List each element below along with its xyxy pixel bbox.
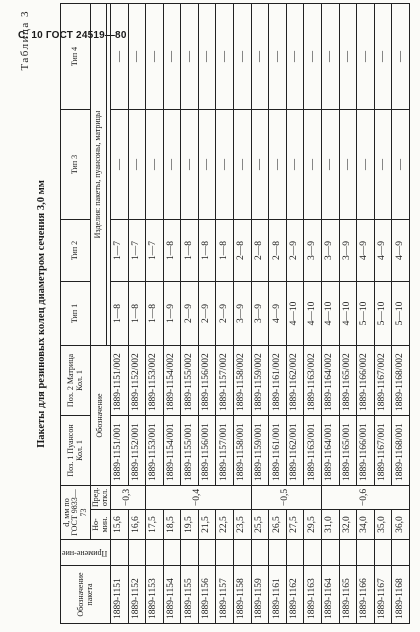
row-die: 1889-1158/002 <box>234 346 252 416</box>
row-type2: 1—8 <box>198 220 216 282</box>
row-punch: 1889-1155/001 <box>181 416 199 486</box>
row-type2: 1—7 <box>111 220 129 282</box>
row-d-nominal: 26,5 <box>269 510 287 540</box>
row-type3: — <box>286 110 304 220</box>
row-designation: 1889-1159 <box>251 566 269 624</box>
row-d-nominal: 16,6 <box>128 510 146 540</box>
row-type4: — <box>321 4 339 110</box>
row-designation: 1889-1161 <box>269 566 287 624</box>
row-type1: 4—10 <box>321 282 339 346</box>
table-row <box>321 4 339 624</box>
table-row <box>128 4 146 624</box>
row-punch: 1889-1163/001 <box>304 416 322 486</box>
row-punch: 1889-1153/001 <box>146 416 164 486</box>
row-type4: — <box>286 4 304 110</box>
row-type4: — <box>146 4 164 110</box>
row-punch: 1889-1167/001 <box>374 416 392 486</box>
row-d-nominal: 22,5 <box>216 510 234 540</box>
row-type2: 1—7 <box>128 220 146 282</box>
row-type1: 5—10 <box>374 282 392 346</box>
row-type3: — <box>216 110 234 220</box>
row-type4: — <box>269 4 287 110</box>
row-d-nominal: 21,5 <box>198 510 216 540</box>
row-usage <box>286 540 304 566</box>
row-type3: — <box>304 110 322 220</box>
row-punch: 1889-1165/001 <box>339 416 357 486</box>
row-d-nominal: 35,0 <box>374 510 392 540</box>
row-type4: — <box>111 4 129 110</box>
row-designation: 1889-1151 <box>111 566 129 624</box>
row-type3: — <box>374 110 392 220</box>
row-type3: — <box>339 110 357 220</box>
row-type2: 3—9 <box>321 220 339 282</box>
row-die: 1889-1159/002 <box>251 346 269 416</box>
row-usage <box>321 540 339 566</box>
page-header: С. 10 ГОСТ 24519—80 <box>18 30 127 41</box>
table-row <box>339 4 357 624</box>
row-designation: 1889-1162 <box>286 566 304 624</box>
row-die: 1889-1161/002 <box>269 346 287 416</box>
row-type2: 4—9 <box>392 220 410 282</box>
row-type1: 2—9 <box>181 282 199 346</box>
row-punch: 1889-1157/001 <box>216 416 234 486</box>
row-type4: — <box>128 4 146 110</box>
row-type3: — <box>234 110 252 220</box>
row-die: 1889-1154/002 <box>163 346 181 416</box>
row-punch: 1889-1158/001 <box>234 416 252 486</box>
row-designation: 1889-1157 <box>216 566 234 624</box>
row-punch: 1889-1154/001 <box>163 416 181 486</box>
row-type4: — <box>304 4 322 110</box>
row-designation: 1889-1152 <box>128 566 146 624</box>
row-die: 1889-1157/002 <box>216 346 234 416</box>
row-type1: 1—8 <box>111 282 129 346</box>
row-die: 1889-1167/002 <box>374 346 392 416</box>
row-type2: 1—8 <box>181 220 199 282</box>
row-type1: 5—10 <box>392 282 410 346</box>
row-type4: — <box>216 4 234 110</box>
row-die: 1889-1166/002 <box>357 346 375 416</box>
row-usage <box>251 540 269 566</box>
row-usage <box>181 540 199 566</box>
row-usage <box>269 540 287 566</box>
row-type3: — <box>198 110 216 220</box>
row-type4: — <box>181 4 199 110</box>
table-row <box>304 4 322 624</box>
row-usage <box>216 540 234 566</box>
table-row <box>269 4 287 624</box>
row-d-nominal: 27,5 <box>286 510 304 540</box>
row-punch: 1889-1159/001 <box>251 416 269 486</box>
row-type4: — <box>374 4 392 110</box>
row-usage <box>111 540 129 566</box>
table-row <box>111 4 129 624</box>
row-die: 1889-1164/002 <box>321 346 339 416</box>
table-row <box>163 4 181 624</box>
row-d-nominal: 25,5 <box>251 510 269 540</box>
table-row <box>234 4 252 624</box>
table-row <box>251 4 269 624</box>
row-type4: — <box>339 4 357 110</box>
row-die: 1889-1153/002 <box>146 346 164 416</box>
table-row <box>216 4 234 624</box>
table-row <box>357 4 375 624</box>
row-designation: 1889-1155 <box>181 566 199 624</box>
row-type2: 1—8 <box>163 220 181 282</box>
header-pos2: Поз. 2 Матрица Кол. 1 <box>61 346 91 416</box>
row-usage <box>163 540 181 566</box>
row-type2: 4—9 <box>374 220 392 282</box>
row-die: 1889-1151/002 <box>111 346 129 416</box>
rotated-table-area <box>18 4 410 624</box>
row-designation: 1889-1158 <box>234 566 252 624</box>
table-row <box>146 4 164 624</box>
row-type4: — <box>251 4 269 110</box>
row-type4: — <box>198 4 216 110</box>
row-type1: 4—9 <box>269 282 287 346</box>
row-die: 1889-1152/002 <box>128 346 146 416</box>
row-usage <box>304 540 322 566</box>
header-d-tol: Пред. откл. <box>91 486 111 510</box>
row-die: 1889-1163/002 <box>304 346 322 416</box>
row-d-nominal: 34,0 <box>357 510 375 540</box>
row-d-tolerance: −0,4 <box>146 486 251 510</box>
row-type1: 1—9 <box>163 282 181 346</box>
row-d-nominal: 19,5 <box>181 510 199 540</box>
row-usage <box>339 540 357 566</box>
row-type1: 1—8 <box>128 282 146 346</box>
row-punch: 1889-1156/001 <box>198 416 216 486</box>
header-pos1: Поз. 1 Пуансон Кол. 1 <box>61 416 91 486</box>
row-d-nominal: 18,5 <box>163 510 181 540</box>
row-designation: 1889-1167 <box>374 566 392 624</box>
row-die: 1889-1165/002 <box>339 346 357 416</box>
row-designation: 1889-1154 <box>163 566 181 624</box>
row-type3: — <box>163 110 181 220</box>
row-type1: 1—8 <box>146 282 164 346</box>
row-usage <box>198 540 216 566</box>
row-type3: — <box>321 110 339 220</box>
row-d-nominal: 17,5 <box>146 510 164 540</box>
row-d-nominal: 32,0 <box>339 510 357 540</box>
row-usage <box>234 540 252 566</box>
table-row <box>374 4 392 624</box>
header-type2: Тип 2 <box>61 220 91 282</box>
row-type3: — <box>357 110 375 220</box>
row-type1: 4—10 <box>286 282 304 346</box>
row-type4: — <box>163 4 181 110</box>
row-die: 1889-1162/002 <box>286 346 304 416</box>
header-d-gost: d, мм по ГОСТ 9833—73 <box>61 486 91 540</box>
row-type1: 2—9 <box>216 282 234 346</box>
row-type3: — <box>251 110 269 220</box>
packages-table <box>60 3 410 624</box>
table-body <box>111 4 410 624</box>
row-type3: — <box>392 110 410 220</box>
row-designation: 1889-1166 <box>357 566 375 624</box>
row-designation: 1889-1156 <box>198 566 216 624</box>
row-type2: 4—9 <box>357 220 375 282</box>
row-type2: 2—8 <box>251 220 269 282</box>
row-type1: 4—10 <box>339 282 357 346</box>
row-punch: 1889-1168/001 <box>392 416 410 486</box>
row-type2: 1—7 <box>146 220 164 282</box>
row-d-tolerance: −0,6 <box>321 486 409 510</box>
row-type2: 3—9 <box>304 220 322 282</box>
row-punch: 1889-1161/001 <box>269 416 287 486</box>
row-type4: — <box>392 4 410 110</box>
table-row <box>198 4 216 624</box>
row-type2: 2—9 <box>286 220 304 282</box>
header-usage: Примене-ние <box>61 540 111 566</box>
row-type2: 2—8 <box>269 220 287 282</box>
row-d-nominal: 23,5 <box>234 510 252 540</box>
row-d-tolerance: −0,3 <box>111 486 146 510</box>
row-d-nominal: 31,0 <box>321 510 339 540</box>
row-designation: 1889-1165 <box>339 566 357 624</box>
header-type3: Тип 3 <box>61 110 91 220</box>
row-die: 1889-1155/002 <box>181 346 199 416</box>
row-designation: 1889-1168 <box>392 566 410 624</box>
row-punch: 1889-1162/001 <box>286 416 304 486</box>
row-type1: 3—9 <box>251 282 269 346</box>
header-type1: Тип 1 <box>61 282 91 346</box>
row-type1: 5—10 <box>357 282 375 346</box>
header-designation-sub: Обозначение <box>91 346 111 486</box>
row-usage <box>374 540 392 566</box>
row-type1: 4—10 <box>304 282 322 346</box>
row-punch: 1889-1166/001 <box>357 416 375 486</box>
row-type1: 2—9 <box>198 282 216 346</box>
row-punch: 1889-1151/001 <box>111 416 129 486</box>
row-type1: 3—9 <box>234 282 252 346</box>
header-designation: Обозначение пакета <box>61 566 111 624</box>
table-row <box>392 4 410 624</box>
row-type2: 1—8 <box>216 220 234 282</box>
row-type4: — <box>357 4 375 110</box>
row-punch: 1889-1152/001 <box>128 416 146 486</box>
table-title: Пакеты для резиновых колец диаметром сечения 3,0 мм <box>36 180 47 448</box>
row-d-nominal: 15,6 <box>111 510 129 540</box>
row-type4: — <box>234 4 252 110</box>
row-usage <box>392 540 410 566</box>
row-d-tolerance: −0,5 <box>251 486 321 510</box>
header-d-nom: Но-мин. <box>91 510 111 540</box>
table-head <box>61 4 111 624</box>
table-label: Таблица 3 <box>19 10 31 71</box>
header-type4: Тип 4 <box>61 4 91 110</box>
row-type3: — <box>111 110 129 220</box>
row-type3: — <box>269 110 287 220</box>
row-type2: 2—8 <box>234 220 252 282</box>
row-type2: 3—9 <box>339 220 357 282</box>
header-items-note: Изделия: пакеты, пуансоны, матрицы <box>91 4 107 346</box>
row-die: 1889-1168/002 <box>392 346 410 416</box>
row-d-nominal: 36,0 <box>392 510 410 540</box>
table-row <box>286 4 304 624</box>
row-type3: — <box>181 110 199 220</box>
row-designation: 1889-1164 <box>321 566 339 624</box>
table-row <box>181 4 199 624</box>
row-usage <box>146 540 164 566</box>
row-punch: 1889-1164/001 <box>321 416 339 486</box>
row-type3: — <box>146 110 164 220</box>
row-type3: — <box>128 110 146 220</box>
row-die: 1889-1156/002 <box>198 346 216 416</box>
row-usage <box>357 540 375 566</box>
row-designation: 1889-1163 <box>304 566 322 624</box>
row-d-nominal: 29,5 <box>304 510 322 540</box>
row-usage <box>128 540 146 566</box>
row-designation: 1889-1153 <box>146 566 164 624</box>
